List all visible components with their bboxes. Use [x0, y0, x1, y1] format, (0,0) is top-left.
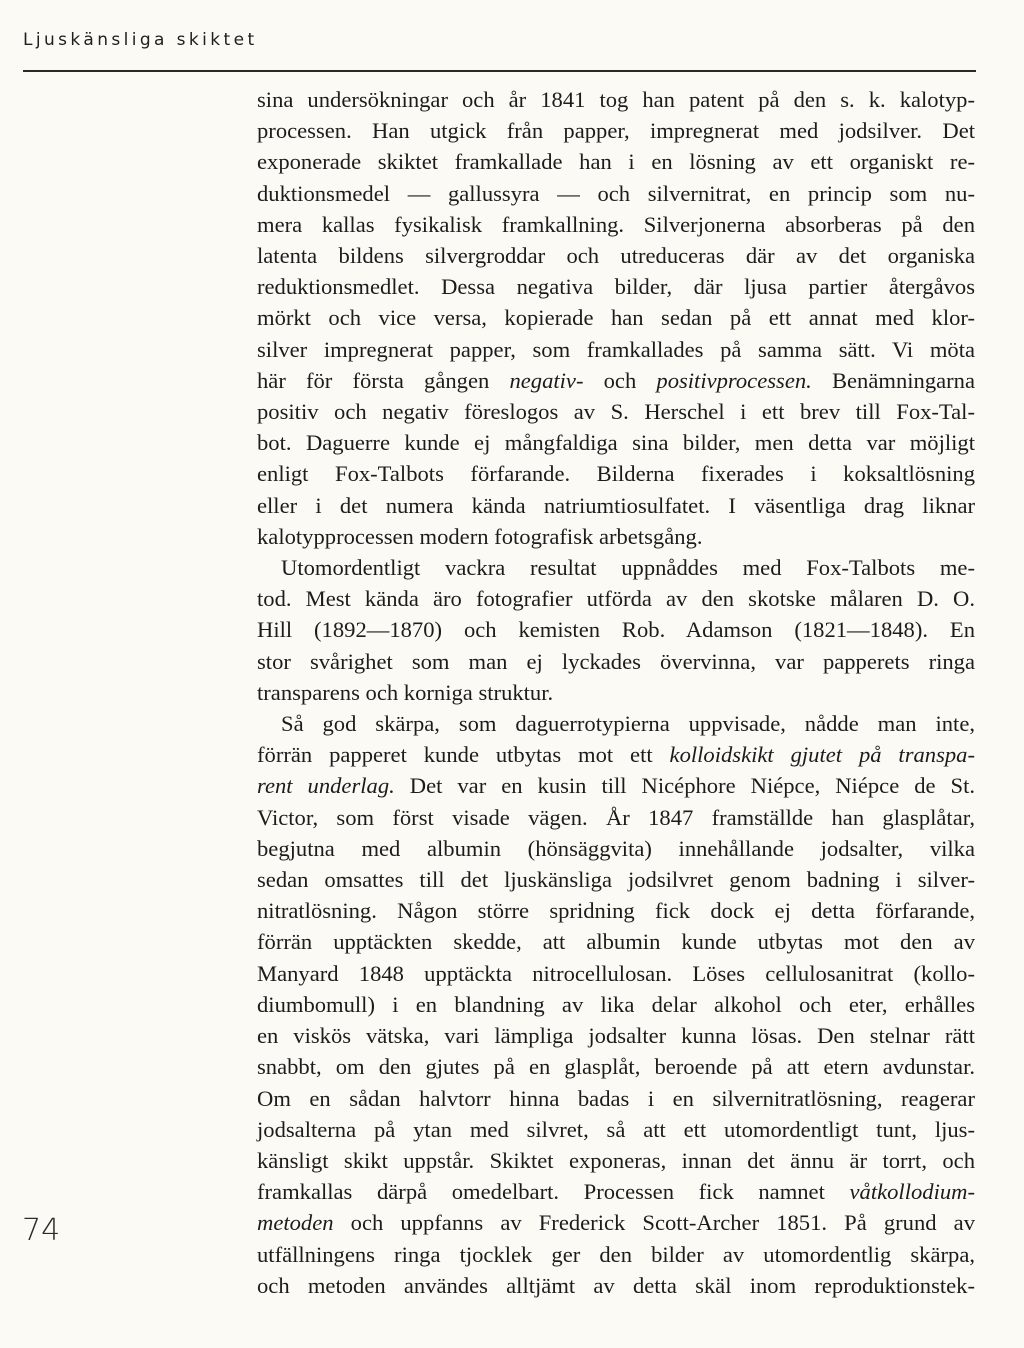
text-line: bot. Daguerre kunde ej mångfaldiga sina bilder, men detta var möjligt: [257, 430, 975, 456]
page-number: 74: [22, 1213, 61, 1248]
italic-term: våtkollodium-: [849, 1179, 975, 1205]
text-line-emphasis: [257, 739, 975, 770]
text-line: eller i det numera kända natriumtiosulfatet. I väsentliga drag liknar: [257, 492, 975, 518]
text-segment: Benämningarna: [811, 367, 975, 393]
text-line: Manyard 1848 upptäckta nitrocellulosan. Löses cellulosanitrat (kollo-: [257, 960, 975, 986]
text-segment: och uppfanns av Frederick Scott-Archer 1851. På grund av: [333, 1210, 975, 1236]
text-line: duktionsmedel — gallussyra — och silvernitrat, en princip som nu-: [257, 180, 975, 206]
text-line: diumbomull) i en blandning av lika delar alkohol och eter, erhålles: [257, 991, 975, 1017]
text-line: Victor, som först visade vägen. År 1847 framställde han glasplåtar,: [257, 804, 975, 830]
text-line: snabbt, om den gjutes på en glasplåt, beroende på att etern avdunstar.: [257, 1054, 975, 1080]
text-line: sedan omsattes till det ljuskänsliga jodsilvret genom badning i silver-: [257, 867, 975, 893]
text-segment: här för första gången: [257, 367, 510, 393]
text-line: kalotypprocessen modern fotografisk arbetsgång.: [257, 523, 703, 549]
text-line: sina undersökningar och år 1841 tog han patent på den s. k. kalotyp-: [257, 87, 975, 112]
text-line: begjutna med albumin (hönsäggvita) innehållande jodsalter, vilka: [257, 835, 975, 861]
italic-term: rent underlag.: [257, 773, 395, 799]
text-line: jodsalterna på ytan med silvret, så att ett utomordentligt tunt, ljus-: [257, 1116, 975, 1142]
text-line: mera kallas fysikalisk framkallning. Silverjonerna absorberas på den: [257, 211, 975, 237]
text-line: förrän upptäckten skedde, att albumin kunde utbytas mot den av: [257, 929, 975, 955]
text-line: latenta bildens silvergroddar och utreduceras där av det organiska: [257, 243, 975, 269]
text-line: en viskös vätska, vari lämpliga jodsalter kunna lösas. Den stelnar rätt: [257, 1023, 975, 1049]
italic-term: metoden: [257, 1210, 334, 1236]
text-line: reduktionsmedlet. Dessa negativa bilder, där ljusa partier återgåvos: [257, 274, 975, 300]
text-line: enligt Fox-Talbots förfarande. Bilderna fixerades i koksaltlösning: [257, 461, 975, 487]
text-line: silver impregnerat papper, som framkallades på samma sätt. Vi möta: [257, 336, 975, 362]
body-text: [257, 84, 975, 1301]
text-line: transparens och korniga struktur.: [257, 679, 554, 705]
text-line: Så god skärpa, som daguerrotypierna uppvisade, nådde man inte,: [281, 711, 975, 737]
italic-term: positivprocessen.: [656, 367, 812, 393]
text-line-emphasis: [257, 365, 975, 396]
text-line: utfällningens ringa tjocklek ger den bilder av utomordentlig skärpa,: [257, 1241, 975, 1267]
text-line: stor svårighet som man ej lyckades övervinna, var papperets ringa: [257, 648, 975, 674]
text-line-emphasis: [257, 1207, 975, 1238]
text-line: exponerade skiktet framkallade han i en lösning av ett organiskt re-: [257, 149, 975, 175]
text-line: Hill (1892—1870) och kemisten Rob. Adamson (1821—1848). En: [257, 617, 975, 643]
text-segment: och: [583, 367, 657, 393]
text-line: nitratlösning. Någon större spridning fick dock ej detta förfarande,: [257, 898, 975, 924]
text-line: mörkt och vice versa, kopierade han sedan på ett annat med klor-: [257, 305, 975, 331]
text-segment: Det var en kusin till Nicéphore Niépce, Niépce de St.: [394, 773, 976, 799]
text-line: processen. Han utgick från papper, impregnerat med jodsilver. Det: [257, 118, 975, 144]
text-line-emphasis: [257, 770, 975, 801]
running-title: Ljuskänsliga skiktet: [23, 30, 258, 50]
text-segment: förrän papperet kunde utbytas mot ett: [257, 742, 670, 768]
text-line: tod. Mest kända äro fotografier utförda av den skotske målaren D. O.: [257, 586, 975, 612]
italic-term: negativ-: [509, 367, 584, 393]
text-line: och metoden användes alltjämt av detta skäl inom reproduktionstek-: [257, 1272, 975, 1298]
header-rule: [23, 70, 976, 72]
text-line: Utomordentligt vackra resultat uppnåddes med Fox-Talbots me-: [281, 555, 975, 581]
text-line: Om en sådan halvtorr hinna badas i en silvernitratlösning, reagerar: [257, 1085, 975, 1111]
text-line-emphasis: [257, 1176, 975, 1207]
text-line: positiv och negativ föreslogos av S. Herschel i ett brev till Fox-Tal-: [257, 399, 975, 425]
italic-term: kolloidskikt gjutet på transpa-: [669, 742, 975, 768]
text-line: känsligt skikt uppstår. Skiktet exponeras, innan det ännu är torrt, och: [257, 1147, 975, 1173]
text-segment: framkallas därpå omedelbart. Processen fick namnet: [257, 1179, 850, 1205]
